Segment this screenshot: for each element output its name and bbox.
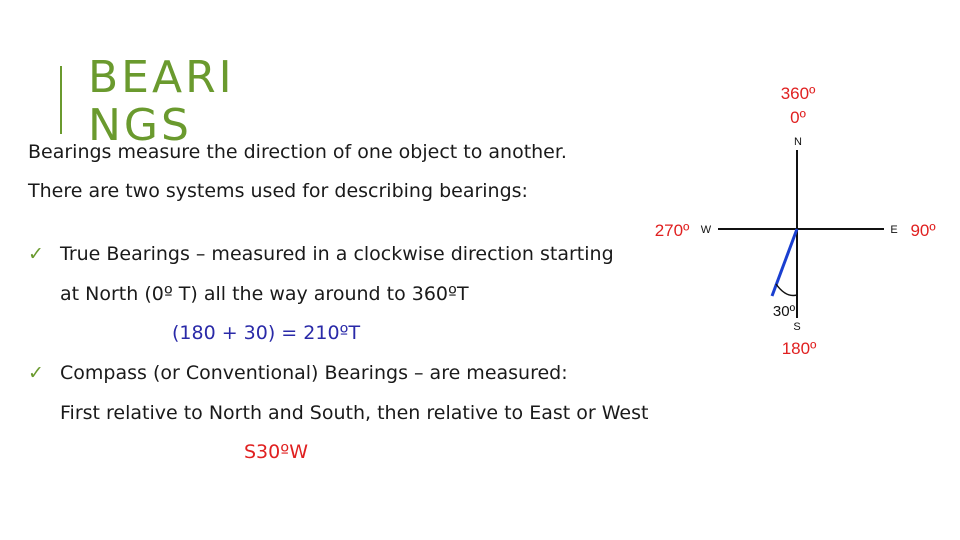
- checkmark-icon: ✓: [28, 243, 44, 265]
- label-90-deg: 90º: [910, 221, 936, 240]
- bullet-1-line-a: True Bearings – measured in a clockwise direction starting: [60, 243, 614, 265]
- label-north: N: [794, 136, 802, 148]
- label-180-deg: 180º: [781, 339, 817, 358]
- compass-diagram: [600, 70, 960, 370]
- example-true-bearing-calc: [172, 322, 360, 344]
- bullet-1-line-b: at North (0º T) all the way around to 360ºT: [60, 283, 469, 305]
- label-west: W: [700, 224, 712, 236]
- bearing-line: [772, 229, 797, 296]
- angle-arc: [776, 284, 797, 296]
- label-east: E: [890, 224, 898, 236]
- body-line-2: There are two systems used for describing bearings:: [28, 180, 528, 202]
- label-south: S: [793, 321, 801, 333]
- title-accent-bar: [60, 66, 62, 134]
- title-line-2: NGS: [88, 100, 192, 151]
- label-360-deg: 360º: [780, 84, 816, 103]
- label-270-deg: 270º: [654, 221, 690, 240]
- title-line-1: BEARI: [88, 52, 235, 103]
- page-title: [88, 54, 258, 150]
- checkmark-icon: ✓: [28, 362, 44, 384]
- label-0-deg: 0º: [790, 108, 806, 127]
- example-compass-bearing: S30ºW: [244, 441, 308, 463]
- example-true-bearing-text: (180 + 30) = 210ºT: [172, 322, 361, 344]
- bullet-2-line-a: Compass (or Conventional) Bearings – are measured:: [60, 362, 568, 384]
- label-angle: 30º: [772, 303, 796, 320]
- bullet-2-line-b: First relative to North and South, then relative to East or West: [60, 402, 649, 424]
- body-line-1: Bearings measure the direction of one object to another.: [28, 141, 567, 163]
